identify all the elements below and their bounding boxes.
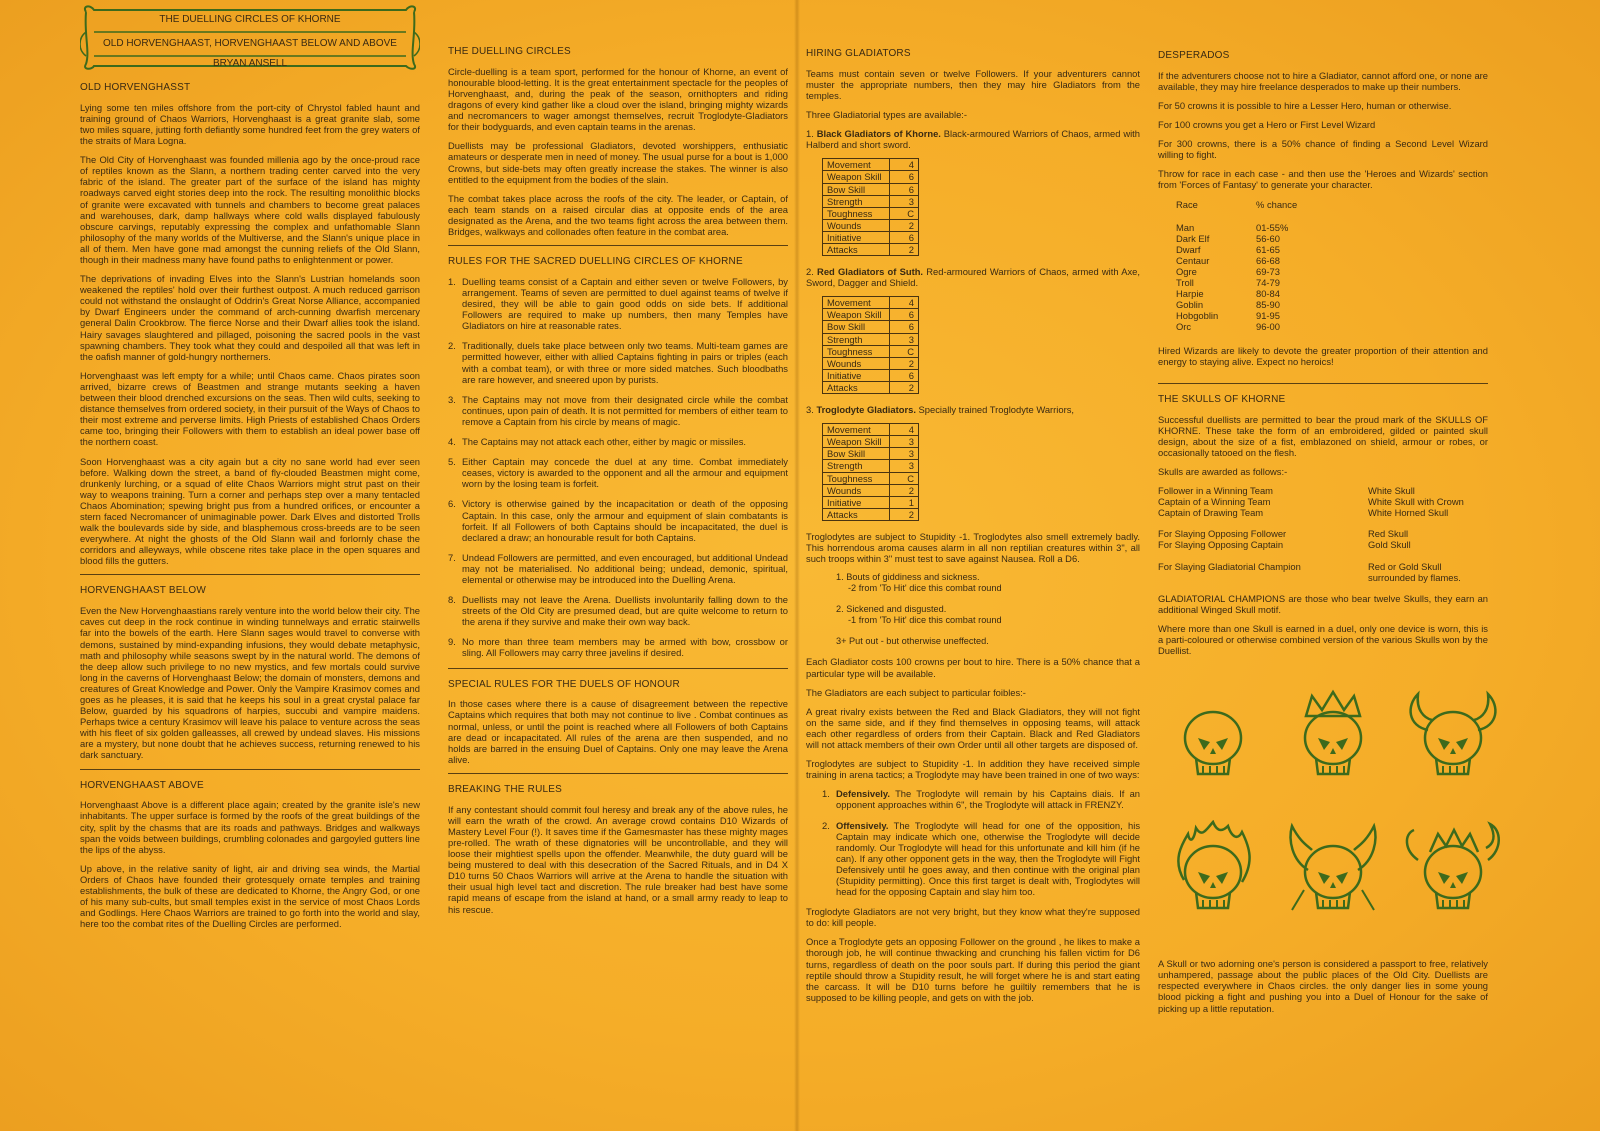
awards-group xyxy=(1158,561,1488,583)
roll-result: 3+ Put out - but otherwise uneffected. xyxy=(836,635,989,646)
paragraph: Circle-duelling is a team sport, performed for the honour of Khorne, an event of honourable blood-letting. It is the great entertainment spectacle for the peoples of Horvenghaast, and, during the peak of the season, ornithopters and riding dragons of every kind gather like a cloud over the island, bringing mighty wizards and necromancers to wager amongst themselves, recruit Troglodyte-Gladiators for their bodyguards, and even captain teams in the arenas. xyxy=(448,65,788,133)
stat-row xyxy=(823,183,919,195)
paragraph: Throw for race in each case - and then use the 'Heroes and Wizards' section from 'Forces of Fantasy' to generate your character. xyxy=(1158,168,1488,191)
paragraph: If any contestant should commit foul heresy and break any of the above rules, he will earn the wrath of the crowd. An average crowd contains D10 Wizards of Mastery Level Four (!). It saves time if the Gamesmaster has these mighty mages pre-rolled. The wrath of these dignatories will be uncontrollable, and they will loose their mightiest spells upon the offender. Meanwhile, the duty guard will be being mustered to deal with this desecration of the Sacred Rituals, and in D4 X D10 turns 50 Chaos Warriors will arrive at the Arena to handle the situation with their usual high level tact and discretion. The rule breaker had best have some rapid means of escape from the island at hand, or a small army ready to leap to his rescue. xyxy=(448,803,788,915)
page-fold xyxy=(794,0,800,1131)
rule-text: Undead Followers are permitted, and even encouraged, but additional Undead may not be materialised. No additional being; undead, demonic, spiritual, elemental or otherwise may be introduced into the Duelling Arena. xyxy=(462,551,788,585)
way-description: The Troglodyte will head for one of the opposition, his Captain may indicate which one, otherwise the Troglodyte will decide randomly. Our Troglodyte will head for this unfortunate and kill him (if he can). If any other opponent gets in the way, then the Troglodyte will Fight Defensively until he goes away, and then continue with the original plan (Stupidity permitting). Once this first target is dealt with, Troglodytes will head for the opposing Captain and slay him too. xyxy=(836,819,1141,898)
rule-text: Either Captain may concede the duel at any time. Combat immediately ceases, victory is awarded to the opponent and all the armour and equipment worn by the losing team is forfeit. xyxy=(462,456,788,490)
award-skull: White Skull with Crown xyxy=(1368,496,1464,508)
paragraph: The Gladiators are each subject to particular foibles:- xyxy=(806,686,1026,698)
award-skull: Gold Skull xyxy=(1368,539,1411,551)
rule-item xyxy=(448,552,788,585)
way-description: The Troglodyte will remain by his Captains diais. If an opponent approaches within 6", the Troglodyte will attack in FRENZY. xyxy=(836,788,1140,811)
paragraph: Troglodytes are subject to Stupidity -1. In addition they have received simple training in arena tactics; a Troglodyte may have been trained in one of two ways: xyxy=(806,758,1140,781)
stat-label: Movement xyxy=(823,297,890,309)
rule-number: 3. xyxy=(448,393,456,405)
stat-row xyxy=(823,448,919,460)
stat-value: 4 xyxy=(890,159,919,171)
stat-value: 6 xyxy=(890,321,919,333)
stat-row xyxy=(823,436,919,448)
stat-row xyxy=(823,496,919,508)
stat-row xyxy=(823,195,919,207)
stat-label: Movement xyxy=(823,159,890,171)
race-chance: 96-00 xyxy=(1256,321,1280,333)
stat-label: Initiative xyxy=(823,231,890,243)
way-text xyxy=(836,788,1140,810)
paragraph: Even the New Horvenghaastians rarely venture into the world below their city. The caves cut deep in the rock continue in winding tunnelways and erratic stairwells far into the bowels of the earth. Here Slann sages would travel to converse with demons, sustained by mind-expanding infusions, they would debate metaphysic, math and philosophy while seasons swept by in the natural world. The demons of the deep allow such privilege to no new mystics, and few mortals could survive long in the caverns of Horvenghaast Below; the domain of monsters, demons and creatures of Great Knowledge and Power. Only the Vampire Krasimov comes and goes as he pleases, it is said that he keeps his soul in a great crystal palace far Below, guarded by his squadrons of harpies, succubi and vampire maidens. Perhaps twice a century Krasimov will leave his palace to venture across the seas with his fleet of six golden galleasses, all crewed by undead slaves. His missions are a mystery, but none doubt that he achieves success, returning renewed to his dark sanctuary. xyxy=(80,605,420,761)
paragraph: Successful duellists are permitted to bear the proud mark of the SKULLS OF KHORNE. These take the form of an embroidered, gilded or painted skull design, about the size of a fist, emblazoned on shield, armour or robes, or occasionally tatooed on the flesh. xyxy=(1158,413,1488,458)
rule-item xyxy=(448,456,788,489)
rule-text: No more than three team members may be armed with bow, crossbow or sling. All Followers may carry three javelins if desired. xyxy=(462,636,788,659)
stat-row xyxy=(823,345,919,357)
paragraph: A Skull or two adorning one's person is considered a passport to free, relatively unhampered, passage about the public places of the Old City. Duellists are respected everywhere in Chaos circles. the only danger lies in some young blood picking a fight and pushing you into a Duel of Honour for the sake of picking up a little reputation. xyxy=(1158,958,1488,1014)
award-condition: Follower in a Winning Team xyxy=(1158,485,1273,497)
type-number: 1. xyxy=(806,128,814,140)
stat-value: 6 xyxy=(890,171,919,183)
training-ways-list xyxy=(822,788,1140,897)
stat-value: C xyxy=(890,472,919,484)
paragraph: Troglodytes are subject to Stupidity -1. Troglodytes also smell extremely badly. This horrendous aroma causes alarm in all non reptilian creatures within 3", all such troops within 3" must test to save against Nausea. Roll a D6. xyxy=(806,530,1140,565)
horvenghaast-above-heading: HORVENGHAAST ABOVE xyxy=(80,779,204,791)
rule-text: Victory is otherwise gained by the incapacitation or death of the opposing Captain. In this case, only the armour and equipment of slain combatants is forfeit. If all Followers of both Captains should be incapacitated, the duel is declared a draw; an honourable result for both Captains. xyxy=(462,498,788,543)
skulls-heading: THE SKULLS OF KHORNE xyxy=(1158,393,1286,405)
paragraph: GLADIATORIAL CHAMPIONS are those who bear twelve Skulls, they earn an additional Winged Skull motif. xyxy=(1158,592,1488,615)
type-number: 3. xyxy=(806,404,814,416)
stat-table xyxy=(822,296,919,394)
award-condition: For Slaying Opposing Captain xyxy=(1158,539,1284,551)
rule-item xyxy=(448,636,788,658)
type-name: Red Gladiators of Suth. xyxy=(817,266,924,278)
paragraph: The combat takes place across the roofs of the city. The leader, or Captain, of each team stands on a raised circular dias at opposite ends of the area designated as the Arena, and the two teams fight across the area between them. Bridges, walkways and collonades often feature in the combat area. xyxy=(448,192,788,238)
horvenghaast-below-heading: HORVENGHAAST BELOW xyxy=(80,585,207,597)
paragraph: Where more than one Skull is earned in a duel, only one device is worn, this is a parti-coloured or otherwise combined version of the various Skulls won by the Duellist. xyxy=(1158,622,1488,657)
roll-effect: -1 from 'To Hit' dice this combat round xyxy=(848,614,1002,625)
paragraph: In those cases where there is a cause of disagreement between the repective Captains which requires that both may not continue to live . Combat continues as normal, unless, or until the point is reached where all Followers of both Captains are dead or incapacitated. All rules of the arena are then suspended, and no holds are barred in the ensuing Duel of Captains. Only one may leave the Arena alive. xyxy=(448,698,788,765)
gladiator-type xyxy=(806,404,1140,415)
stat-value: 2 xyxy=(890,381,919,393)
column-2 xyxy=(448,36,788,923)
race-name: Orc xyxy=(1176,321,1192,333)
stat-row xyxy=(823,231,919,243)
awards-group xyxy=(1158,528,1488,550)
stat-table xyxy=(822,158,919,256)
rule-item xyxy=(448,436,788,447)
award-condition: Captain of Drawing Team xyxy=(1158,507,1264,519)
paragraph: Horvenghaast Above is a different place again; created by the granite isle's new inhabitants. The upper surface is formed by the roofs of the great buildings of the city, split by the chasms that are its roads and pathways. Bridges and walkways span the voids between buildings, crumbling colonades and gargoyled gutters line the lips of the abyss. xyxy=(80,799,420,855)
paragraph: Teams must contain seven or twelve Followers. If your adventurers cannot muster the appropriate numbers, then they may hire Gladiators from the temples. xyxy=(806,67,1140,101)
paragraph: Lying some ten miles offshore from the port-city of Chrystol fabled haunt and training ground of Chaos Warriors, Horvenghaast is a great granite slab, some two miles square, jutting forth defiantly some hundred feet from the grey waters of the straits of Mara Logna. xyxy=(80,101,420,147)
title-line-1: THE DUELLING CIRCLES OF KHORNE xyxy=(159,14,341,25)
race-name: Harpie xyxy=(1176,288,1204,300)
gladiator-types xyxy=(806,128,1140,521)
stat-row xyxy=(823,207,919,219)
horned-skull-icon xyxy=(1398,686,1508,796)
stat-row xyxy=(823,321,919,333)
stat-value: 6 xyxy=(890,369,919,381)
way-number: 2. xyxy=(822,819,830,831)
stat-table xyxy=(822,423,919,521)
stat-value: 4 xyxy=(890,424,919,436)
skull-icons xyxy=(1158,686,1488,930)
race-name: Goblin xyxy=(1176,299,1204,311)
rule-number: 6. xyxy=(448,498,456,510)
column-3 xyxy=(806,38,1140,1011)
stat-label: Wounds xyxy=(823,357,890,369)
stat-label: Wounds xyxy=(823,484,890,496)
desperados-heading: DESPERADOS xyxy=(1158,50,1230,61)
rule-number: 5. xyxy=(448,456,456,468)
stat-label: Initiative xyxy=(823,369,890,381)
stat-label: Weapon Skill xyxy=(823,309,890,321)
crowned-skull-icon xyxy=(1278,686,1388,796)
rule-item xyxy=(448,394,788,427)
type-name: Black Gladiators of Khorne. xyxy=(816,128,941,140)
breaking-rules-heading: BREAKING THE RULES xyxy=(448,783,563,795)
stat-label: Movement xyxy=(823,424,890,436)
race-chance: 91-95 xyxy=(1256,310,1280,322)
hiring-gladiators-heading: HIRING GLADIATORS xyxy=(806,48,911,59)
skull-icon xyxy=(1158,686,1268,796)
rule-number: 9. xyxy=(448,636,456,648)
rule-item xyxy=(448,340,788,384)
stat-label: Initiative xyxy=(823,496,890,508)
stat-label: Attacks xyxy=(823,381,890,393)
paragraph: Once a Troglodyte gets an opposing Follower on the ground , he likes to make a thorough job, he will continue thwacking and crunching his fallen victim for D6 turns, regardless of death on the poor souls part. If during this period the giant reptile should throw a Stupidity result, he will forget where he is and start eating the carcass. It will be D10 turns before he guiltily remembers that he is supposed to be killing people, and gets on with the job. xyxy=(806,936,1140,1003)
stat-label: Weapon Skill xyxy=(823,171,890,183)
way-number: 1. xyxy=(822,788,830,800)
stat-value: 4 xyxy=(890,297,919,309)
stat-label: Wounds xyxy=(823,219,890,231)
rule-text: The Captains may not attack each other, either by magic or missiles. xyxy=(462,436,746,448)
column-1 xyxy=(80,0,420,937)
winged-skull-icon xyxy=(1278,820,1388,930)
stat-row xyxy=(823,484,919,496)
award-skull: White Skull xyxy=(1368,485,1415,497)
stat-value: 3 xyxy=(890,333,919,345)
award-skull: Red Skull xyxy=(1368,528,1409,540)
award-skull: Red or Gold Skull surrounded by flames. xyxy=(1368,560,1461,583)
stat-label: Bow Skill xyxy=(823,321,890,333)
race-chance: 66-68 xyxy=(1256,254,1280,266)
paragraph: Each Gladiator costs 100 crowns per bout to hire. There is a 50% chance that a particular type will be available. xyxy=(806,656,1140,679)
rule-text: Traditionally, duels take place between only two teams. Multi-team games are permitted however, either with allied Captains fighting in pairs or triples (each with a combat team), or with three or more sided matches. Such bloodbaths are rare however, and sneered upon by purists. xyxy=(462,340,788,385)
stat-row xyxy=(823,508,919,520)
special-rules-heading: SPECIAL RULES FOR THE DUELS OF HONOUR xyxy=(448,678,680,690)
paragraph: The deprivations of invading Elves into the Slann's Lustrian homelands soon weakened the reptiles' hold over their furthest outpost. A much reduced garrison could not withstand the onslaught of Oddrin's Great Norse Alliance, accompanied by Dwarf Engineers under the command of arch-cunning dwarfish mercenary general Dalin Crookbrow. The fierce Norse and their Dwarf allies took the island. Hairy savages slaughtered and pillaged, poisoning the sacred pools in the vast spawning chambers. They took what they could and despoiled all that was left in the oafish manner of gold-hungry northerners. xyxy=(80,273,420,362)
race-name: Man xyxy=(1176,221,1195,233)
race-chance: 01-55% xyxy=(1256,221,1289,233)
stat-value: C xyxy=(890,345,919,357)
stat-value: 6 xyxy=(890,309,919,321)
rule-number: 4. xyxy=(448,436,456,448)
stat-row xyxy=(823,357,919,369)
divider xyxy=(448,773,788,774)
stat-row xyxy=(823,460,919,472)
stat-value: 3 xyxy=(890,436,919,448)
stat-row xyxy=(823,297,919,309)
way-name: Offensively. xyxy=(836,819,889,831)
rule-item xyxy=(448,276,788,331)
race-name: Dwarf xyxy=(1176,243,1201,255)
award-skull: White Horned Skull xyxy=(1368,507,1449,519)
stat-value: 6 xyxy=(890,183,919,195)
stat-label: Bow Skill xyxy=(823,183,890,195)
race-name: Hobgoblin xyxy=(1176,310,1219,322)
roll-result: 1. Bouts of giddiness and sickness. xyxy=(836,572,980,583)
paragraph: For 50 crowns it is possible to hire a Lesser Hero, human or otherwise. xyxy=(1158,99,1452,111)
stat-row xyxy=(823,244,919,256)
type-description: Black-armoured Warriors of Chaos, armed with Halberd and short sword. xyxy=(806,128,1141,151)
stat-value: 3 xyxy=(890,460,919,472)
divider xyxy=(1158,383,1488,384)
rule-number: 7. xyxy=(448,551,456,563)
paragraph: Up above, in the relative sanity of light, air and driving sea winds, the Martial Orders of Chaos have founded their grotesquely ornate temples and training establishments, the bulk of these are dedicated to Khorne, the Angry God, or one of his many sub-cults, but small temples exist in the service of most Chaos Lords and Godlings. Here Chaos Warriors are trained to go forth into the world and slay, here too the combat rites of the Duelling Circles are performed. xyxy=(80,862,420,930)
divider xyxy=(80,769,420,770)
divider xyxy=(448,668,788,669)
stat-label: Attacks xyxy=(823,244,890,256)
column-4 xyxy=(1158,40,1488,1022)
stat-row xyxy=(823,424,919,436)
race-chance: 61-65 xyxy=(1256,243,1280,255)
award-condition: For Slaying Opposing Follower xyxy=(1158,528,1287,540)
chance-header: % chance xyxy=(1256,198,1298,210)
stat-value: 1 xyxy=(890,496,919,508)
stat-value: 2 xyxy=(890,484,919,496)
stat-row xyxy=(823,369,919,381)
stat-row xyxy=(823,159,919,171)
paragraph: A great rivalry exists between the Red and Black Gladiators, they will not fight on the same side, and if they find themselves in opposing teams, will attack each other regardless of orders from their Captain. Black and Red Gladiators will not attack members of their own Order until all other targets are disposed of. xyxy=(806,705,1140,751)
rule-number: 1. xyxy=(448,275,456,287)
award-condition: For Slaying Gladiatorial Champion xyxy=(1158,560,1301,572)
rules-list xyxy=(448,276,788,659)
rule-text: The Captains may not move from their designated circle while the combat continues, upon pain of death. It is not permitted for members of either team to remove a Captain from his circle by means of magic. xyxy=(462,393,788,427)
training-way xyxy=(822,788,1140,810)
paragraph: If the adventurers choose not to hire a Gladiator, cannot afford one, or none are available, they may hire freelance desperados to make up their numbers. xyxy=(1158,69,1488,92)
rule-number: 2. xyxy=(448,340,456,352)
race-name: Ogre xyxy=(1176,266,1197,278)
paragraph: Soon Horvenghaast was a city again but a city no sane world had ever seen before. Walking down the street, a band of fly-clouded Beastmen might come, drunkenly lurching, or a squad of elite Chaos Warriors might strut past on their way to weapons training. Turn a corner and perhaps step over a many tentacled Chaos Abomination; spewing bright pus from a hundred orifices, or encounter a stern faced Necromancer of unimaginable power. Dark Elves and distorted Trolls walk the boulevards side by side, and blasphemous cross-breeds are to be seen everywhere. At night the ghosts of the Old Slann wail and forlornly chase the corridors and alleyways, while obscene rites take place in the open squares and blood fills the gutters. xyxy=(80,455,420,567)
stat-value: 2 xyxy=(890,508,919,520)
stat-label: Toughness xyxy=(823,207,890,219)
title-banner xyxy=(80,4,420,70)
race-name: Troll xyxy=(1176,277,1194,289)
race-table xyxy=(1176,199,1488,333)
race-name: Dark Elf xyxy=(1176,232,1210,244)
paragraph: For 100 crowns you get a Hero or First Level Wizard xyxy=(1158,119,1376,131)
rule-number: 8. xyxy=(448,594,456,606)
way-text xyxy=(836,820,1140,898)
paragraph: Duellists may be professional Gladiators, devoted worshippers, enthusiatic amateurs or desperate men in need of money. The usual purse for a bout is 1,000 Crowns, but side-bets may often greatly increase the stakes. The winner is also entitled to the equipment from the bodies of the slain. xyxy=(448,140,788,185)
stat-row xyxy=(823,219,919,231)
stat-label: Strength xyxy=(823,195,890,207)
gladiator-type xyxy=(806,266,1140,288)
roll-result: 2. Sickened and disgusted. xyxy=(836,603,947,614)
stat-value: C xyxy=(890,207,919,219)
type-name: Troglodyte Gladiators. xyxy=(816,404,916,416)
rule-text: Duellists may not leave the Arena. Duellists involuntarily falling down to the streets of the Old City are presumed dead, but are quite welcome to return to the arena if they survive and make their own way back. xyxy=(462,594,788,628)
race-chance: 56-60 xyxy=(1256,232,1280,244)
stat-label: Strength xyxy=(823,460,890,472)
type-description: Specially trained Troglodyte Warriors, xyxy=(918,404,1074,416)
paragraph: Three Gladiatorial types are available:- xyxy=(806,109,968,121)
stat-row xyxy=(823,333,919,345)
stat-label: Toughness xyxy=(823,472,890,484)
paragraph: The Old City of Horvenghaast was founded millenia ago by the once-proud race of reptiles known as the Slann, a northern trading center carved into the very fabric of the island. The greater part of the surface of the island has mighty roadways carved eight stories deep into the rock. The resulting monolithic blocks of granite were excavated with tunnels and chambers to become great palaces and warehouses, dark, damp hallways where cold walls displayed fabulously obscure carvings, reputably expressing the complex and unfathomable Slann philosophy of the many worlds of the Multiverse, and the Slann's unique place in all of them. Men have gone mad amongst the cunning reliefs of the Old Slann, though in their madness many have found paths to enlightenment or power. xyxy=(80,154,420,266)
stat-value: 2 xyxy=(890,219,919,231)
stat-value: 2 xyxy=(890,357,919,369)
stat-row xyxy=(823,381,919,393)
stat-label: Weapon Skill xyxy=(823,436,890,448)
rule-item xyxy=(448,594,788,627)
stat-label: Bow Skill xyxy=(823,448,890,460)
stat-value: 3 xyxy=(890,448,919,460)
race-chance: 69-73 xyxy=(1256,266,1280,278)
race-chance: 74-79 xyxy=(1256,277,1280,289)
paragraph: Hired Wizards are likely to devote the greater proportion of their attention and energy to staying alive. Expect no heroics! xyxy=(1158,344,1488,367)
gladiator-type xyxy=(806,128,1140,150)
race-chance: 80-84 xyxy=(1256,288,1280,300)
paragraph: Troglodyte Gladiators are not very bright, but they know what they're supposed to do: kill people. xyxy=(806,906,1140,929)
title-line-2: OLD HORVENGHAAST, HORVENGHAAST BELOW AND ABOVE xyxy=(103,38,397,49)
stat-row xyxy=(823,309,919,321)
stat-value: 3 xyxy=(890,195,919,207)
stat-label: Toughness xyxy=(823,345,890,357)
old-horvenghasst-heading: OLD HORVENGHASST xyxy=(80,82,191,93)
way-name: Defensively. xyxy=(836,788,891,800)
stat-value: 6 xyxy=(890,231,919,243)
dragon-crowned-skull-icon xyxy=(1398,820,1508,930)
awards-group xyxy=(1158,485,1488,518)
award-condition: Captain of a Winning Team xyxy=(1158,496,1271,508)
race-chance: 85-90 xyxy=(1256,299,1280,311)
roll-effect: -2 from 'To Hit' dice this combat round xyxy=(848,583,1002,594)
rules-heading: RULES FOR THE SACRED DUELLING CIRCLES OF KHORNE xyxy=(448,256,743,268)
author-name: BRYAN ANSELL xyxy=(212,58,288,69)
paragraph: Skulls are awarded as follows:- xyxy=(1158,465,1288,477)
type-description: Red-armoured Warriors of Chaos, armed with Axe, Sword, Dagger and Shield. xyxy=(806,266,1140,289)
type-number: 2. xyxy=(806,266,814,278)
rule-text: Duelling teams consist of a Captain and either seven or twelve Followers, by arrangement. Teams of seven are permitted to duel against teams of twelve if desired, they will be able to gain good odds on side bets. If additional Followers are required to make up numbers, then many Temples have Gladiators on hire at reasonable rates. xyxy=(462,275,788,332)
stat-row xyxy=(823,171,919,183)
flaming-skull-icon xyxy=(1158,820,1268,930)
divider xyxy=(448,245,788,246)
training-way xyxy=(822,820,1140,898)
stat-row xyxy=(823,472,919,484)
duelling-circles-heading: THE DUELLING CIRCLES xyxy=(448,46,571,57)
stat-value: 2 xyxy=(890,244,919,256)
nausea-roll-table xyxy=(836,572,1140,646)
paragraph: For 300 crowns, there is a 50% chance of finding a Second Level Wizard willing to fight. xyxy=(1158,138,1488,161)
paragraph: Horvenghaast was left empty for a while; until Chaos came. Chaos pirates soon arrived, bizarre crews of Beastmen and strange mutants seeking a haven between their blood drenched excursions on the seas. Then wild cults, seeking to distance themselves from ordered society, in their pursuit of the Ways of Chaos to their most extreme and perverse limits. High Priests of established Chaos Orders came too, bringing their Followers with them to establish an ideal power base off the northern coast. xyxy=(80,369,420,448)
race-header: Race xyxy=(1176,198,1198,210)
rule-item xyxy=(448,498,788,542)
race-name: Centaur xyxy=(1176,254,1210,266)
divider xyxy=(80,574,420,575)
stat-label: Strength xyxy=(823,333,890,345)
stat-label: Attacks xyxy=(823,508,890,520)
